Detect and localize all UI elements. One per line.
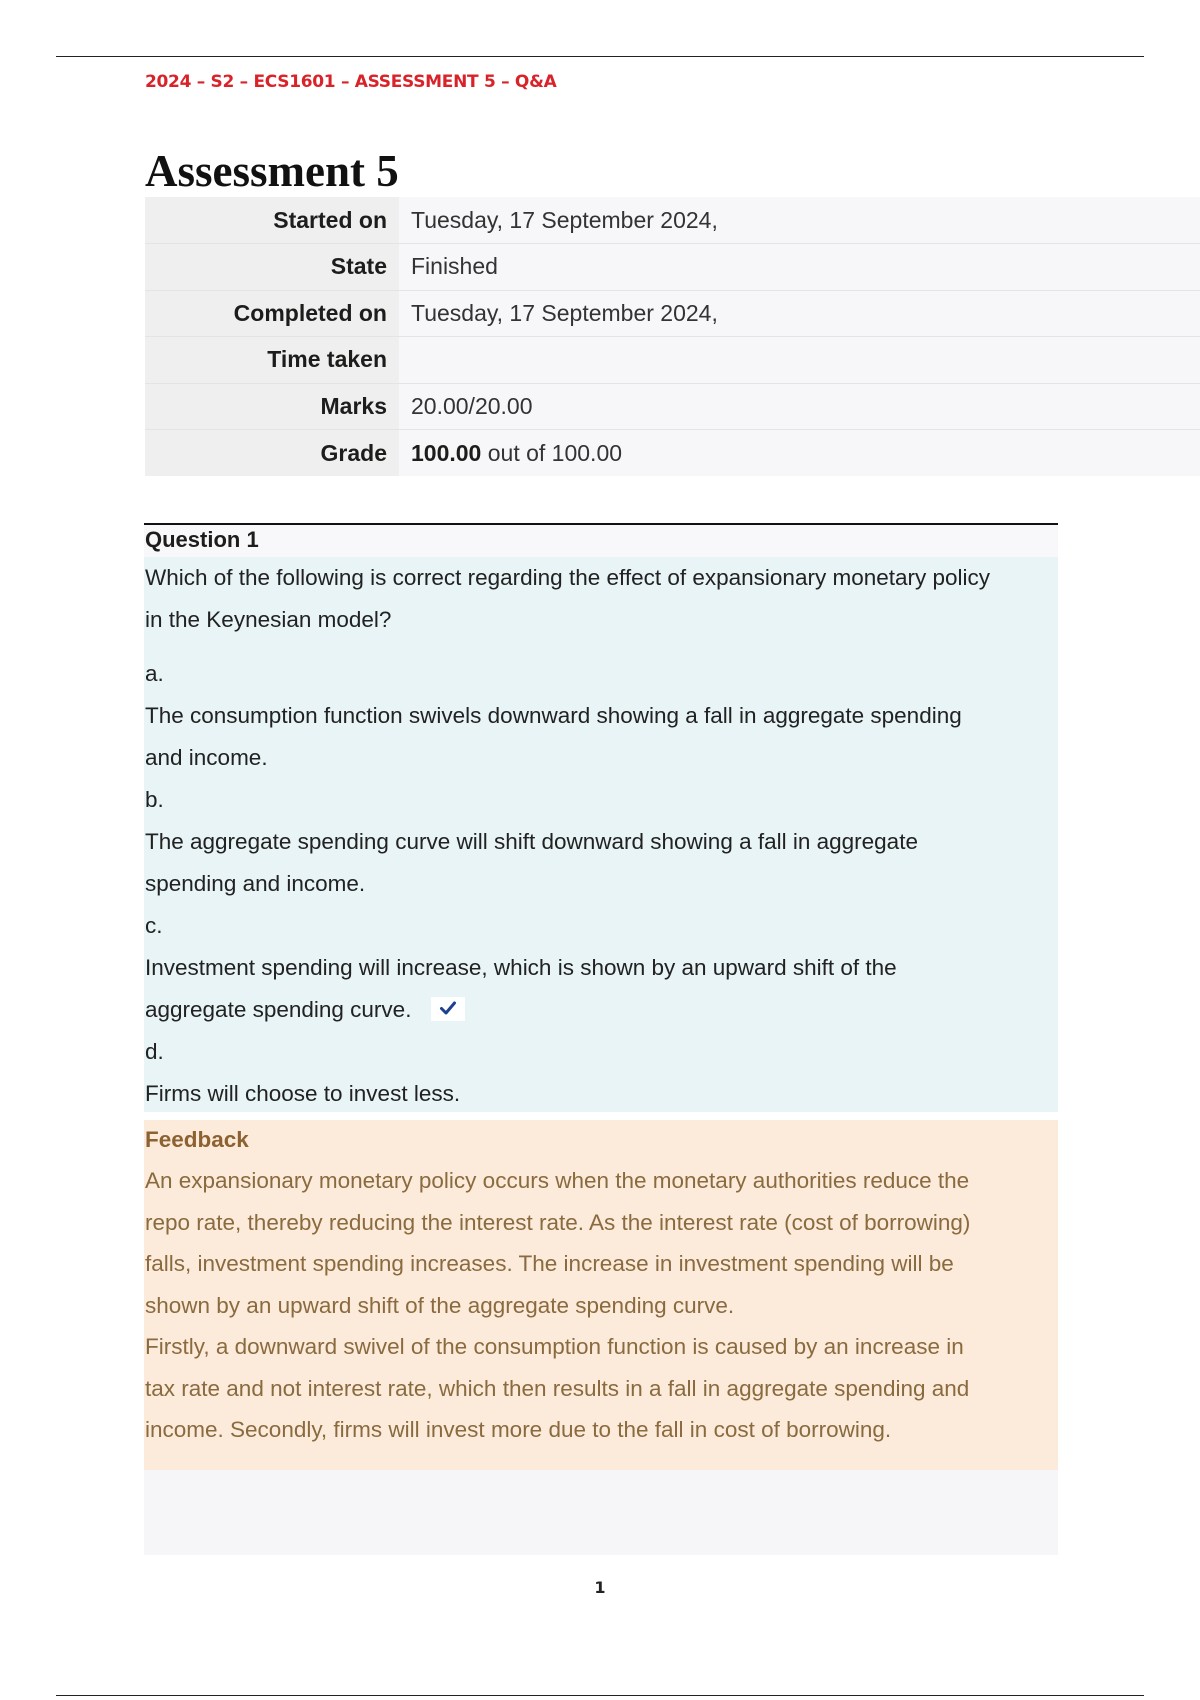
question-heading: Question 1 xyxy=(144,523,1058,557)
summary-value xyxy=(399,430,1200,477)
summary-row-state xyxy=(145,244,1200,291)
question-text-line: Which of the following is correct regarding the effect of expansionary monetary policy xyxy=(145,565,991,590)
summary-row-marks xyxy=(145,383,1200,430)
page-number: 1 xyxy=(594,1578,606,1597)
question-text-line: in the Keynesian model? xyxy=(145,607,392,632)
summary-label: State xyxy=(145,244,399,291)
option-letter: a. xyxy=(145,661,164,686)
option-letter: c. xyxy=(145,913,163,938)
feedback-line: Firstly, a downward swivel of the consumption function is caused by an increase in xyxy=(145,1334,964,1359)
feedback-panel xyxy=(144,1120,1058,1470)
summary-row-completed xyxy=(145,290,1200,337)
answer-option-d[interactable] xyxy=(145,1031,1058,1115)
option-text: spending and income. xyxy=(145,871,366,896)
option-text: The aggregate spending curve will shift downward showing a fall in aggregate xyxy=(145,829,918,854)
summary-row-started xyxy=(145,197,1200,244)
feedback-line: repo rate, thereby reducing the interest rate. As the interest rate (cost of borrowing) xyxy=(145,1209,971,1235)
summary-label: Started on xyxy=(145,197,399,244)
summary-value: Tuesday, 17 September 2024, xyxy=(399,290,1200,337)
answer-option-a[interactable] xyxy=(145,653,1058,779)
summary-row-grade xyxy=(145,430,1200,477)
option-text: Investment spending will increase, which is shown by an upward shift of the xyxy=(145,955,897,980)
summary-label: Grade xyxy=(145,430,399,477)
top-rule xyxy=(56,56,1144,57)
summary-value: Tuesday, 17 September 2024, xyxy=(399,197,1200,244)
feedback-line: income. Secondly, firms will invest more due to the fall in cost of borrowing. xyxy=(145,1417,892,1442)
summary-row-time-taken xyxy=(145,337,1200,384)
answer-option-c[interactable] xyxy=(145,905,1058,1031)
option-text: Firms will choose to invest less. xyxy=(145,1081,461,1106)
check-icon xyxy=(431,997,465,1021)
answer-option-b[interactable] xyxy=(145,779,1058,905)
question-block xyxy=(144,523,1058,1555)
summary-value: 20.00/20.00 xyxy=(399,383,1200,430)
question-footer-panel xyxy=(144,1470,1058,1555)
option-text-with-mark xyxy=(145,989,1058,1031)
feedback-line: An expansionary monetary policy occurs when the monetary authorities reduce the xyxy=(145,1168,970,1193)
feedback-line: shown by an upward shift of the aggregate spending curve. xyxy=(145,1292,735,1318)
option-letter: d. xyxy=(145,1039,164,1064)
grade-out-of: out of 100.00 xyxy=(481,439,623,466)
grade-score: 100.00 xyxy=(411,439,482,466)
feedback-line: tax rate and not interest rate, which then results in a fall in aggregate spending and xyxy=(145,1375,970,1401)
page-title: Assessment 5 xyxy=(145,146,399,196)
question-text xyxy=(145,557,1058,641)
attempt-summary-table xyxy=(145,197,1200,476)
running-header: 2024 – S2 – ECS1601 – ASSESSMENT 5 – Q&A xyxy=(145,72,557,92)
summary-label: Time taken xyxy=(145,337,399,384)
question-body xyxy=(144,557,1058,1112)
option-text: aggregate spending curve. xyxy=(145,997,412,1022)
summary-value xyxy=(399,337,1200,384)
option-text: The consumption function swivels downward showing a fall in aggregate spending xyxy=(145,703,962,728)
feedback-title: Feedback xyxy=(145,1127,249,1152)
bottom-rule xyxy=(56,1695,1144,1696)
option-letter: b. xyxy=(145,787,164,812)
summary-label: Marks xyxy=(145,383,399,430)
summary-label: Completed on xyxy=(145,290,399,337)
option-text: and income. xyxy=(145,745,268,770)
summary-value: Finished xyxy=(399,244,1200,291)
feedback-line: falls, investment spending increases. The increase in investment spending will be xyxy=(145,1251,954,1276)
